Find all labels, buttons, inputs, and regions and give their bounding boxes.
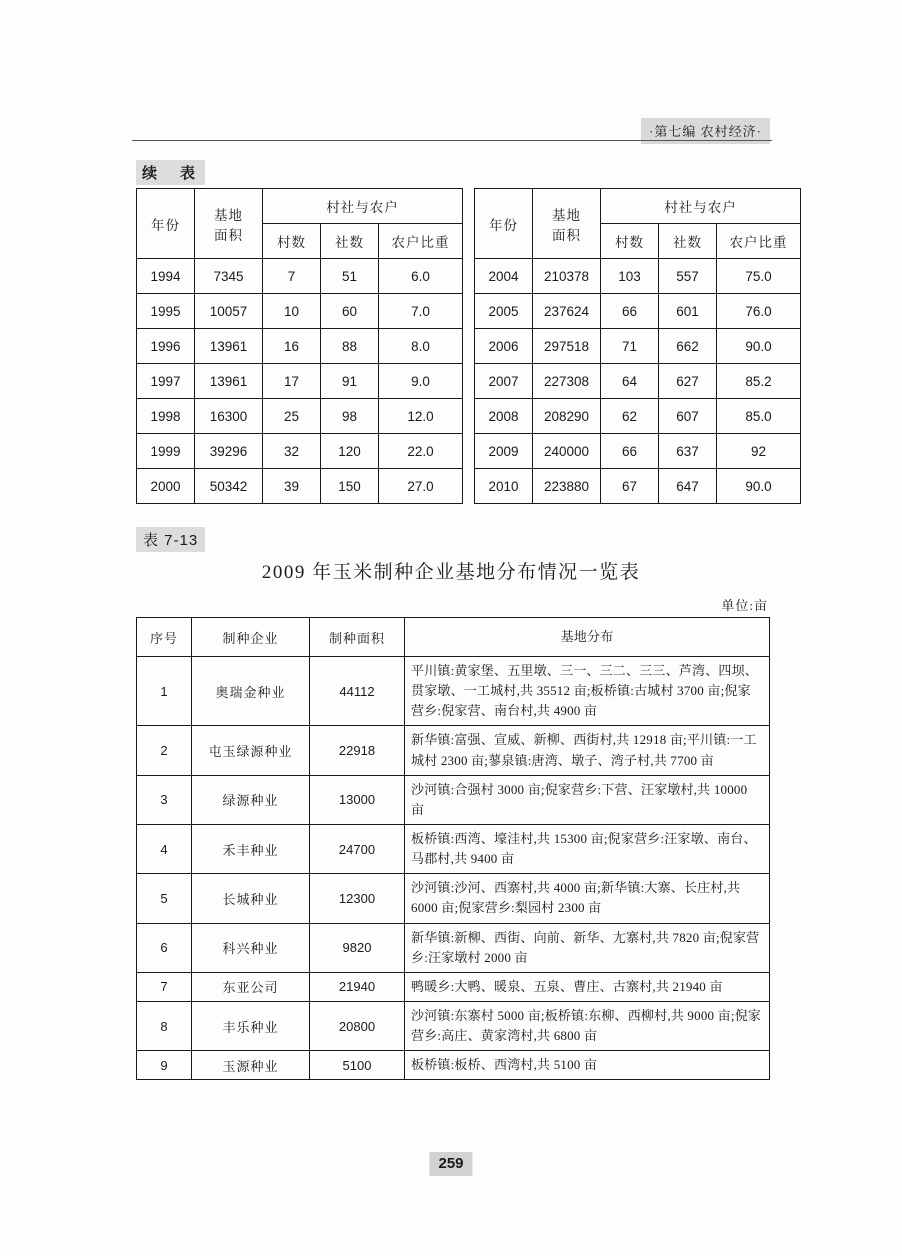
cell-enterprise: 丰乐种业 [192, 1001, 310, 1050]
cell-enterprise: 东亚公司 [192, 972, 310, 1001]
cell-villages: 67 [601, 469, 659, 504]
cell-ratio: 7.0 [379, 294, 463, 329]
col-base-area-line2: 面积 [552, 227, 581, 243]
cell-ratio: 8.0 [379, 329, 463, 364]
col-villages-right: 村数 [601, 224, 659, 259]
cell-groups: 91 [321, 364, 379, 399]
cell-serial-no: 2 [137, 726, 192, 775]
cell-groups: 98 [321, 399, 379, 434]
cell-base-distribution: 沙河镇:合强村 3000 亩;倪家营乡:下营、汪家墩村,共 10000 亩 [405, 775, 770, 824]
cell-base-distribution: 沙河镇:沙河、西寨村,共 4000 亩;新华镇:大寨、长庄村,共 6000 亩;倪家营乡:梨园村 2300 亩 [405, 874, 770, 923]
cell-area: 210378 [533, 259, 601, 294]
col-villages-left: 村数 [263, 224, 321, 259]
table-row [137, 923, 770, 972]
cell-seed-area: 20800 [310, 1001, 405, 1050]
table-row [137, 657, 770, 726]
cell-groups: 557 [659, 259, 717, 294]
table-row [137, 329, 801, 364]
cell-area: 50342 [195, 469, 263, 504]
table-row [137, 259, 801, 294]
col-base-area-line1: 基地 [214, 207, 243, 223]
running-head: ·第七编 农村经济· [641, 118, 770, 144]
cell-ratio: 90.0 [717, 329, 801, 364]
table-gutter [463, 434, 475, 469]
table-row [137, 874, 770, 923]
table-gutter [463, 224, 475, 259]
table-row [137, 775, 770, 824]
cell-ratio: 90.0 [717, 469, 801, 504]
col-year-right: 年份 [475, 189, 533, 259]
cell-groups: 662 [659, 329, 717, 364]
cell-base-distribution: 鸭暖乡:大鸭、暖泉、五泉、曹庄、古寨村,共 21940 亩 [405, 972, 770, 1001]
cell-enterprise: 长城种业 [192, 874, 310, 923]
cell-area: 39296 [195, 434, 263, 469]
table-row [137, 364, 801, 399]
cell-area: 227308 [533, 364, 601, 399]
cell-ratio: 92 [717, 434, 801, 469]
cell-year: 2000 [137, 469, 195, 504]
cell-base-distribution: 新华镇:新柳、西街、向前、新华、尢寨村,共 7820 亩;倪家营乡:汪家墩村 2000 亩 [405, 923, 770, 972]
table-row [137, 399, 801, 434]
cell-villages: 32 [263, 434, 321, 469]
cell-enterprise: 禾丰种业 [192, 824, 310, 873]
col-village-group-left: 村社与农户 [263, 189, 463, 224]
cell-serial-no: 1 [137, 657, 192, 726]
cell-serial-no: 7 [137, 972, 192, 1001]
cell-villages: 71 [601, 329, 659, 364]
col-year-left: 年份 [137, 189, 195, 259]
seed-enterprise-table [136, 617, 770, 1080]
col-serial-no: 序号 [137, 618, 192, 657]
cell-ratio: 12.0 [379, 399, 463, 434]
cell-enterprise: 屯玉绿源种业 [192, 726, 310, 775]
table-header-row [137, 189, 801, 224]
cell-enterprise: 绿源种业 [192, 775, 310, 824]
col-ratio-left: 农户比重 [379, 224, 463, 259]
table-row [137, 972, 770, 1001]
cell-villages: 66 [601, 294, 659, 329]
cell-ratio: 75.0 [717, 259, 801, 294]
table-gutter [463, 399, 475, 434]
cell-villages: 17 [263, 364, 321, 399]
cell-year: 1997 [137, 364, 195, 399]
cell-year: 2009 [475, 434, 533, 469]
continued-table-label: 续 表 [136, 160, 205, 185]
continued-data-table [136, 188, 801, 504]
cell-area: 223880 [533, 469, 601, 504]
cell-groups: 150 [321, 469, 379, 504]
cell-area: 240000 [533, 434, 601, 469]
cell-groups: 647 [659, 469, 717, 504]
col-enterprise: 制种企业 [192, 618, 310, 657]
cell-seed-area: 13000 [310, 775, 405, 824]
cell-ratio: 22.0 [379, 434, 463, 469]
table-gutter [463, 329, 475, 364]
cell-area: 208290 [533, 399, 601, 434]
cell-year: 1998 [137, 399, 195, 434]
cell-ratio: 76.0 [717, 294, 801, 329]
cell-area: 237624 [533, 294, 601, 329]
cell-serial-no: 4 [137, 824, 192, 873]
cell-year: 2008 [475, 399, 533, 434]
table-row [137, 1001, 770, 1050]
table-gutter [463, 294, 475, 329]
cell-year: 1994 [137, 259, 195, 294]
cell-year: 1999 [137, 434, 195, 469]
cell-base-distribution: 板桥镇:板桥、西湾村,共 5100 亩 [405, 1051, 770, 1080]
cell-seed-area: 5100 [310, 1051, 405, 1080]
cell-seed-area: 12300 [310, 874, 405, 923]
table-row [137, 726, 770, 775]
table-row [137, 469, 801, 504]
cell-area: 10057 [195, 294, 263, 329]
table-gutter [463, 364, 475, 399]
cell-serial-no: 8 [137, 1001, 192, 1050]
cell-villages: 62 [601, 399, 659, 434]
cell-area: 13961 [195, 364, 263, 399]
col-base-area-right [533, 189, 601, 259]
cell-ratio: 6.0 [379, 259, 463, 294]
table-row [137, 1051, 770, 1080]
cell-base-distribution: 板桥镇:西湾、壕洼村,共 15300 亩;倪家营乡:汪家墩、南台、马郡村,共 9400 亩 [405, 824, 770, 873]
cell-base-distribution: 平川镇:黄家堡、五里墩、三一、三二、三三、芦湾、四坝、贯家墩、一工城村,共 35512 亩;板桥镇:古城村 3700 亩;倪家营乡:倪家营、南台村,共 4900 亩 [405, 657, 770, 726]
cell-villages: 39 [263, 469, 321, 504]
cell-year: 2005 [475, 294, 533, 329]
cell-villages: 25 [263, 399, 321, 434]
table-header-row [137, 618, 770, 657]
cell-ratio: 85.0 [717, 399, 801, 434]
cell-groups: 88 [321, 329, 379, 364]
col-seed-area: 制种面积 [310, 618, 405, 657]
table-gutter [463, 259, 475, 294]
cell-groups: 637 [659, 434, 717, 469]
cell-year: 2010 [475, 469, 533, 504]
cell-year: 2004 [475, 259, 533, 294]
cell-groups: 120 [321, 434, 379, 469]
header-divider [132, 140, 772, 141]
cell-villages: 64 [601, 364, 659, 399]
cell-serial-no: 9 [137, 1051, 192, 1080]
cell-villages: 10 [263, 294, 321, 329]
table-unit-note: 单位:亩 [721, 598, 768, 613]
cell-seed-area: 44112 [310, 657, 405, 726]
cell-base-distribution: 沙河镇:东寨村 5000 亩;板桥镇:东柳、西柳村,共 9000 亩;倪家营乡:高庄、黄家湾村,共 6800 亩 [405, 1001, 770, 1050]
cell-seed-area: 9820 [310, 923, 405, 972]
col-groups-left: 社数 [321, 224, 379, 259]
cell-area: 297518 [533, 329, 601, 364]
table-gutter [463, 189, 475, 224]
table-gutter [463, 469, 475, 504]
col-base-area-line2: 面积 [214, 227, 243, 243]
cell-ratio: 27.0 [379, 469, 463, 504]
cell-enterprise: 科兴种业 [192, 923, 310, 972]
cell-groups: 627 [659, 364, 717, 399]
cell-ratio: 9.0 [379, 364, 463, 399]
col-groups-right: 社数 [659, 224, 717, 259]
page-number: 259 [429, 1152, 472, 1176]
cell-area: 13961 [195, 329, 263, 364]
cell-enterprise: 玉源种业 [192, 1051, 310, 1080]
cell-year: 1995 [137, 294, 195, 329]
table-row [137, 824, 770, 873]
cell-villages: 66 [601, 434, 659, 469]
cell-seed-area: 21940 [310, 972, 405, 1001]
cell-groups: 601 [659, 294, 717, 329]
table-row [137, 434, 801, 469]
cell-area: 16300 [195, 399, 263, 434]
cell-groups: 607 [659, 399, 717, 434]
cell-area: 7345 [195, 259, 263, 294]
cell-enterprise: 奥瑞金种业 [192, 657, 310, 726]
cell-seed-area: 22918 [310, 726, 405, 775]
cell-groups: 51 [321, 259, 379, 294]
col-base-area-line1: 基地 [552, 207, 581, 223]
table-number-7-13: 表 7-13 [136, 527, 205, 552]
cell-villages: 7 [263, 259, 321, 294]
cell-year: 1996 [137, 329, 195, 364]
cell-base-distribution: 新华镇:富强、宣威、新柳、西街村,共 12918 亩;平川镇:一工城村 2300 亩;蓼泉镇:唐湾、墩子、湾子村,共 7700 亩 [405, 726, 770, 775]
table-row [137, 294, 801, 329]
col-base-distribution: 基地分布 [405, 618, 770, 657]
col-village-group-right: 村社与农户 [601, 189, 801, 224]
cell-serial-no: 3 [137, 775, 192, 824]
cell-groups: 60 [321, 294, 379, 329]
cell-seed-area: 24700 [310, 824, 405, 873]
col-base-area-left [195, 189, 263, 259]
cell-villages: 16 [263, 329, 321, 364]
cell-serial-no: 6 [137, 923, 192, 972]
table-title-7-13: 2009 年玉米制种企业基地分布情况一览表 [261, 562, 641, 583]
cell-year: 2007 [475, 364, 533, 399]
cell-villages: 103 [601, 259, 659, 294]
cell-year: 2006 [475, 329, 533, 364]
cell-serial-no: 5 [137, 874, 192, 923]
cell-ratio: 85.2 [717, 364, 801, 399]
col-ratio-right: 农户比重 [717, 224, 801, 259]
